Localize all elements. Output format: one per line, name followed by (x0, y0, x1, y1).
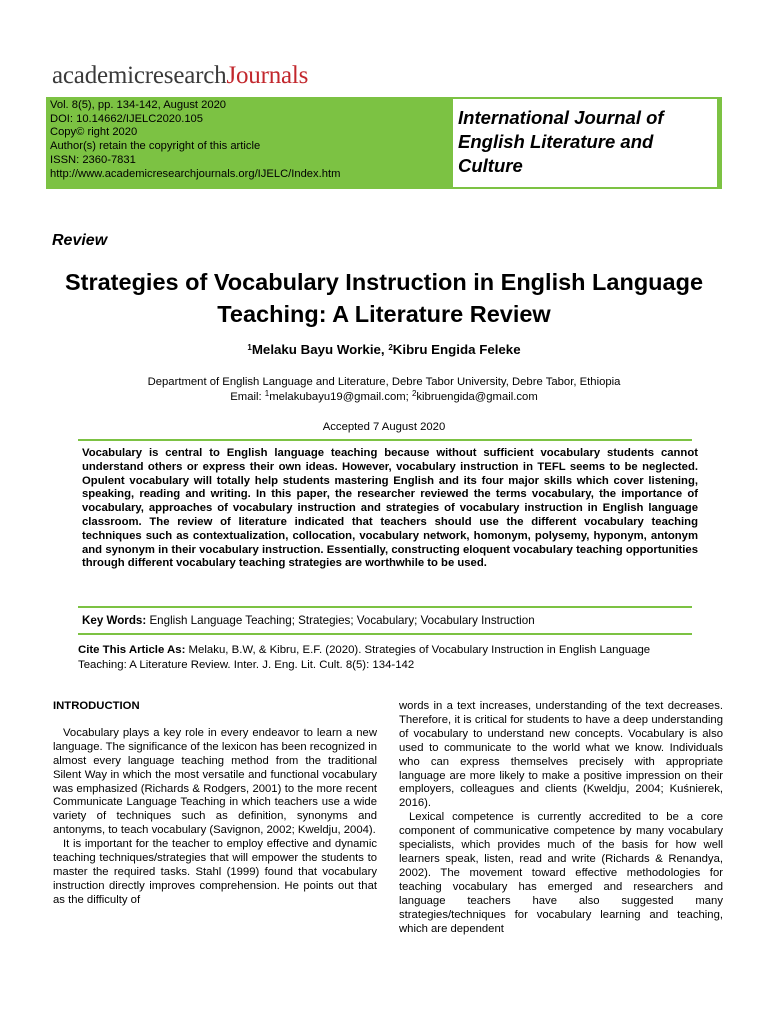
citation (78, 643, 698, 673)
affiliation-block (0, 375, 768, 405)
article-title: Strategies of Vocabulary Instruction in English Language Teaching: A Literature Review (64, 269, 704, 327)
journal-title-panel (453, 99, 717, 187)
email1[interactable]: melakubayu19@gmail.com; (269, 391, 412, 403)
abstract: Vocabulary is central to English language teaching because without sufficient vocabulary students cannot understand others or express their own ideas. However, vocabulary instruction in TEFL seems to be neglected. Opulent vocabulary will totally help students mastering English and its four major skills which cover listening, speaking, reading and writing. In this paper, the researcher reviewed the terms vocabulary, the importance of vocabulary, approaches of vocabulary instruction and strategies of vocabulary instruction in English language classroom. The review of literature indicated that teachers should use the different vocabulary teaching techniques such as contextualization, collocation, vocabulary network, homonym, polysemy, hyponym, antonym and synonym in their vocabulary instruction. Essentially, constructing eloquent vocabulary teaching opportunities through different vocabulary teaching strategies are worthwhile to be used. (82, 447, 698, 570)
author2-name: Kibru Engida Feleke (392, 342, 521, 357)
affiliation: Department of English Language and Literature, Debre Tabor University, Debre Tabor, Ethiopia (147, 376, 621, 388)
citation-label: Cite This Article As: (78, 644, 186, 656)
volume-line: Vol. 8(5), pp. 134-142, August 2020 (50, 99, 227, 111)
body-paragraph: Vocabulary plays a key role in every endeavor to learn a new language. The significance of the lexicon has been recognized in almost every language teaching method from the traditional Silent Way in which the most versatile and functional vocabulary was emphasized (Richards & Rodgers, 2001) to the more recent Communicate Language Teaching in which teachers use a wide variety of techniques such as definition, synonyms and antonyms, to teach vocabulary (Savignon, 2002; Kweldju, 2004). (53, 726, 377, 837)
copyright-line: Copy© right 2020 (50, 126, 138, 139)
email-prefix: Email: (230, 391, 265, 403)
article-metadata (50, 99, 340, 181)
keywords-divider (78, 633, 692, 635)
doi-line: DOI: 10.14662/IJELC2020.105 (50, 112, 204, 125)
keywords (82, 614, 698, 627)
citation-value: Melaku, B.W, & Kibru, E.F. (2020). Strategies of Vocabulary Instruction in English Language Teaching: A Literature Review. Inter. J. Eng. Lit. Cult. 8(5): 134-142 (78, 644, 651, 671)
section-heading-introduction: INTRODUCTION (53, 700, 140, 712)
journal-title: International Journal of English Literature and Culture (458, 107, 664, 176)
body-column-right (399, 700, 723, 936)
logo-text-part1: academicresearch (52, 62, 227, 89)
body-paragraph: Lexical competence is currently accredited to be a core component of communicative competence by many vocabulary specialists, which provides much of the basis for how well learners speak, listen, read and write (Richards & Renandya, 2002). The movement toward effective methodologies for teaching vocabulary has emerged and researchers and language teachers have also suggested many strategies/techniques for vocabulary learning and teaching, which are dependent (399, 811, 723, 935)
keywords-label: Key Words: (82, 614, 147, 627)
author1-name: Melaku Bayu Workie, (251, 342, 389, 357)
author1-superscript: 1 (247, 343, 252, 352)
author2-superscript: 2 (388, 343, 393, 352)
publisher-logo (52, 62, 308, 90)
author-line (0, 342, 768, 357)
body-column-left (53, 700, 377, 908)
body-paragraph: words in a text increases, understanding of the text decreases. Therefore, it is critical for students to have a deep understanding of vocabulary to understand new concepts. Vocabulary is also used to communicate to the world what we know. Individuals who can express themselves precisely with appropriate language are more likely to make a positive impression on their employers, colleagues and clients (Kweldju, 2004; Kuśnierek, 2016). (399, 700, 723, 810)
abstract-top-divider (78, 439, 692, 441)
keywords-value: English Language Teaching; Strategies; Vocabulary; Vocabulary Instruction (146, 614, 535, 627)
article-type-label: Review (52, 232, 108, 249)
email2[interactable]: kibruengida@gmail.com (416, 391, 538, 403)
accepted-date: Accepted 7 August 2020 (322, 421, 446, 433)
logo-text-part2: Journals (226, 62, 309, 89)
email2-superscript: 2 (411, 389, 417, 398)
email1-superscript: 1 (264, 389, 270, 398)
body-paragraph: It is important for the teacher to employ effective and dynamic teaching techniques/strategies that will empower the students to master the required tasks. Stahl (1999) found that vocabulary instruction directly improves comprehension. He points out that as the difficulty of (53, 838, 377, 906)
issn-line: ISSN: 2360-7831 (50, 153, 136, 166)
abstract-bottom-divider (78, 606, 692, 608)
journal-url[interactable]: http://www.academicresearchjournals.org/IJELC/Index.htm (50, 167, 341, 180)
author-rights-line: Author(s) retain the copyright of this article (50, 140, 261, 153)
email-line (0, 390, 768, 405)
